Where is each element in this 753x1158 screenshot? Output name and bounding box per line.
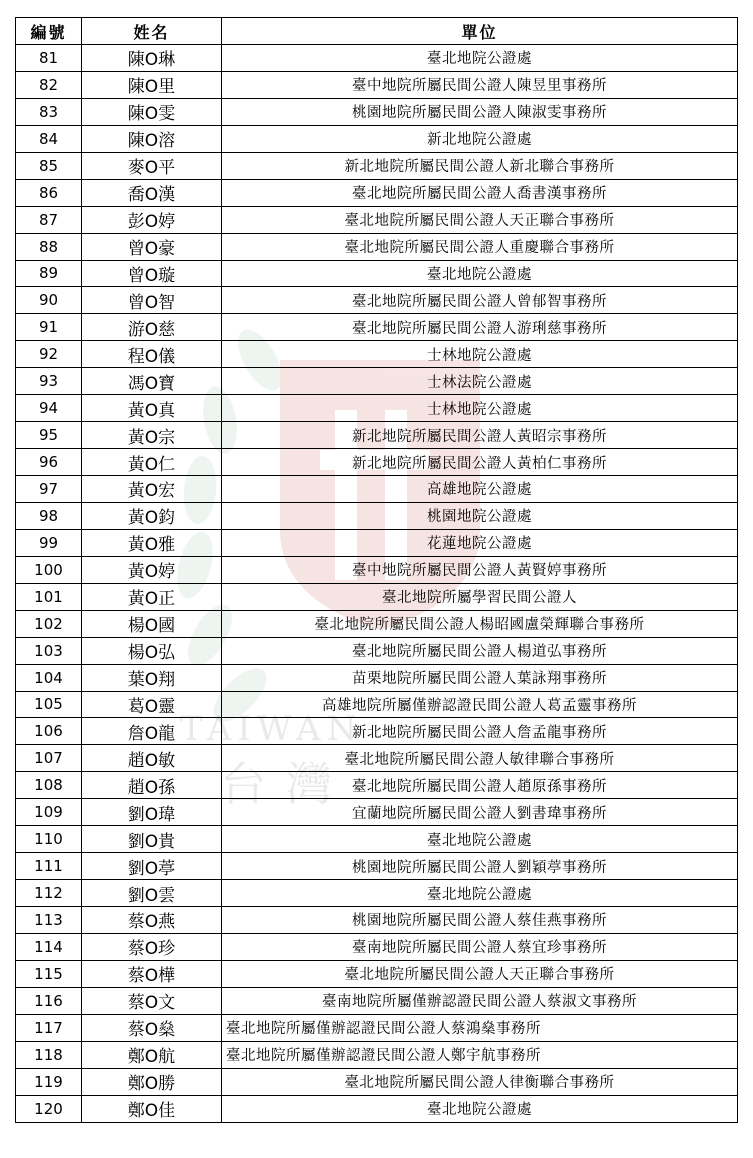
row-unit: 臺北地院所屬民間公證人喬書漢事務所 — [222, 179, 738, 206]
table-row — [16, 907, 738, 934]
table-row — [16, 987, 738, 1014]
row-number: 81 — [16, 45, 82, 72]
row-number: 101 — [16, 583, 82, 610]
table-row — [16, 610, 738, 637]
row-unit: 新北地院所屬民間公證人詹孟龍事務所 — [222, 718, 738, 745]
row-name: 鄭O勝 — [82, 1068, 222, 1095]
header-number: 編號 — [16, 18, 82, 45]
row-unit: 臺北地院所屬民間公證人律衡聯合事務所 — [222, 1068, 738, 1095]
row-number: 119 — [16, 1068, 82, 1095]
row-name: 趙O孫 — [82, 772, 222, 799]
row-number: 85 — [16, 152, 82, 179]
table-row — [16, 853, 738, 880]
row-name: 劉O貴 — [82, 826, 222, 853]
table-row — [16, 799, 738, 826]
row-unit: 臺北地院所屬民間公證人曾郁智事務所 — [222, 287, 738, 314]
row-unit: 臺中地院所屬民間公證人黃賢婷事務所 — [222, 556, 738, 583]
row-unit: 新北地院所屬民間公證人黃昭宗事務所 — [222, 422, 738, 449]
row-name: 馮O寶 — [82, 368, 222, 395]
row-number: 102 — [16, 610, 82, 637]
row-name: 麥O平 — [82, 152, 222, 179]
row-unit: 士林法院公證處 — [222, 368, 738, 395]
table-row — [16, 449, 738, 476]
row-unit: 高雄地院所屬僅辦認證民間公證人葛孟靈事務所 — [222, 691, 738, 718]
table-row — [16, 1068, 738, 1095]
row-name: 彭O婷 — [82, 206, 222, 233]
row-unit: 新北地院公證處 — [222, 125, 738, 152]
table-row — [16, 179, 738, 206]
row-name: 曾O智 — [82, 287, 222, 314]
table-row — [16, 772, 738, 799]
row-unit: 新北地院所屬民間公證人黃柏仁事務所 — [222, 449, 738, 476]
table-row — [16, 233, 738, 260]
row-name: 陳O琳 — [82, 45, 222, 72]
row-number: 117 — [16, 1014, 82, 1041]
row-number: 109 — [16, 799, 82, 826]
row-unit: 臺北地院所屬僅辦認證民間公證人鄭宇航事務所 — [222, 1041, 738, 1068]
row-number: 89 — [16, 260, 82, 287]
table-row — [16, 1041, 738, 1068]
row-name: 蔡O文 — [82, 987, 222, 1014]
row-number: 115 — [16, 960, 82, 987]
row-name: 黃O真 — [82, 395, 222, 422]
table-row — [16, 1095, 738, 1122]
row-number: 91 — [16, 314, 82, 341]
row-name: 蔡O燕 — [82, 907, 222, 934]
table-row — [16, 287, 738, 314]
row-unit: 高雄地院公證處 — [222, 476, 738, 503]
row-number: 94 — [16, 395, 82, 422]
row-number: 111 — [16, 853, 82, 880]
table-row — [16, 422, 738, 449]
row-name: 陳O里 — [82, 71, 222, 98]
row-unit: 臺北地院公證處 — [222, 826, 738, 853]
row-number: 105 — [16, 691, 82, 718]
row-name: 趙O敏 — [82, 745, 222, 772]
row-number: 116 — [16, 987, 82, 1014]
row-unit: 士林地院公證處 — [222, 341, 738, 368]
table-row — [16, 125, 738, 152]
row-unit: 臺北地院所屬民間公證人重慶聯合事務所 — [222, 233, 738, 260]
row-unit: 臺北地院公證處 — [222, 260, 738, 287]
row-name: 劉O雲 — [82, 880, 222, 907]
row-name: 黃O鈞 — [82, 502, 222, 529]
row-number: 110 — [16, 826, 82, 853]
row-number: 106 — [16, 718, 82, 745]
table-row — [16, 71, 738, 98]
row-unit: 臺中地院所屬民間公證人陳昱里事務所 — [222, 71, 738, 98]
row-unit: 桃園地院所屬民間公證人陳淑雯事務所 — [222, 98, 738, 125]
table-row — [16, 960, 738, 987]
row-number: 87 — [16, 206, 82, 233]
row-number: 112 — [16, 880, 82, 907]
row-unit: 臺北地院所屬民間公證人天正聯合事務所 — [222, 960, 738, 987]
table-row — [16, 314, 738, 341]
table-row — [16, 664, 738, 691]
row-number: 83 — [16, 98, 82, 125]
row-number: 114 — [16, 933, 82, 960]
row-unit: 士林地院公證處 — [222, 395, 738, 422]
table-row — [16, 637, 738, 664]
row-unit: 臺北地院所屬民間公證人楊道弘事務所 — [222, 637, 738, 664]
table-row — [16, 880, 738, 907]
table-row — [16, 826, 738, 853]
row-name: 曾O豪 — [82, 233, 222, 260]
table-row — [16, 341, 738, 368]
row-number: 120 — [16, 1095, 82, 1122]
table-row — [16, 260, 738, 287]
row-number: 113 — [16, 907, 82, 934]
row-number: 93 — [16, 368, 82, 395]
table-row — [16, 206, 738, 233]
row-number: 97 — [16, 476, 82, 503]
row-number: 107 — [16, 745, 82, 772]
row-number: 82 — [16, 71, 82, 98]
row-name: 蔡O燊 — [82, 1014, 222, 1041]
table-row — [16, 98, 738, 125]
watermark-text-en: TAIWAN — [180, 709, 363, 749]
row-unit: 花蓮地院公證處 — [222, 529, 738, 556]
notary-roster-table — [15, 17, 738, 1123]
table-row — [16, 152, 738, 179]
row-number: 96 — [16, 449, 82, 476]
row-name: 劉O葶 — [82, 853, 222, 880]
row-name: 黃O仁 — [82, 449, 222, 476]
table-row — [16, 476, 738, 503]
table-row — [16, 395, 738, 422]
row-number: 108 — [16, 772, 82, 799]
row-name: 黃O宗 — [82, 422, 222, 449]
row-unit: 桃園地院所屬民間公證人劉穎葶事務所 — [222, 853, 738, 880]
row-number: 98 — [16, 502, 82, 529]
row-name: 程O儀 — [82, 341, 222, 368]
table-row — [16, 1014, 738, 1041]
row-name: 黃O正 — [82, 583, 222, 610]
table-row — [16, 745, 738, 772]
row-unit: 臺北地院所屬民間公證人天正聯合事務所 — [222, 206, 738, 233]
row-unit: 臺北地院所屬民間公證人敏律聯合事務所 — [222, 745, 738, 772]
table-row — [16, 556, 738, 583]
row-unit: 臺南地院所屬民間公證人蔡宜珍事務所 — [222, 933, 738, 960]
header-name: 姓名 — [82, 18, 222, 45]
row-number: 118 — [16, 1041, 82, 1068]
row-number: 84 — [16, 125, 82, 152]
row-name: 楊O弘 — [82, 637, 222, 664]
table-row — [16, 45, 738, 72]
row-unit: 臺北地院公證處 — [222, 1095, 738, 1122]
row-unit: 臺北地院所屬學習民間公證人 — [222, 583, 738, 610]
row-unit: 宜蘭地院所屬民間公證人劉書瑋事務所 — [222, 799, 738, 826]
row-name: 喬O漢 — [82, 179, 222, 206]
row-number: 103 — [16, 637, 82, 664]
table-row — [16, 933, 738, 960]
row-name: 黃O雅 — [82, 529, 222, 556]
row-unit: 臺北地院所屬民間公證人楊昭國盧榮輝聯合事務所 — [222, 610, 738, 637]
row-name: 楊O國 — [82, 610, 222, 637]
row-number: 90 — [16, 287, 82, 314]
row-number: 86 — [16, 179, 82, 206]
row-unit: 桃園地院公證處 — [222, 502, 738, 529]
row-unit: 臺北地院所屬僅辦認證民間公證人蔡鴻燊事務所 — [222, 1014, 738, 1041]
table-row — [16, 718, 738, 745]
row-name: 曾O璇 — [82, 260, 222, 287]
row-name: 鄭O佳 — [82, 1095, 222, 1122]
header-unit: 單位 — [222, 18, 738, 45]
row-number: 104 — [16, 664, 82, 691]
row-unit: 新北地院所屬民間公證人新北聯合事務所 — [222, 152, 738, 179]
row-number: 88 — [16, 233, 82, 260]
row-name: 陳O溶 — [82, 125, 222, 152]
row-unit: 苗栗地院所屬民間公證人葉詠翔事務所 — [222, 664, 738, 691]
row-name: 蔡O樺 — [82, 960, 222, 987]
table-row — [16, 502, 738, 529]
row-unit: 臺北地院公證處 — [222, 880, 738, 907]
row-name: 葉O翔 — [82, 664, 222, 691]
row-number: 92 — [16, 341, 82, 368]
table-row — [16, 368, 738, 395]
row-number: 99 — [16, 529, 82, 556]
row-name: 蔡O珍 — [82, 933, 222, 960]
row-name: 黃O宏 — [82, 476, 222, 503]
row-unit: 臺南地院所屬僅辦認證民間公證人蔡淑文事務所 — [222, 987, 738, 1014]
row-unit: 臺北地院所屬民間公證人趙原孫事務所 — [222, 772, 738, 799]
row-name: 鄭O航 — [82, 1041, 222, 1068]
row-unit: 臺北地院所屬民間公證人游琍慈事務所 — [222, 314, 738, 341]
watermark-text-zh: 台灣 — [220, 757, 352, 811]
table-row — [16, 691, 738, 718]
row-name: 游O慈 — [82, 314, 222, 341]
row-name: 陳O雯 — [82, 98, 222, 125]
row-name: 劉O瑋 — [82, 799, 222, 826]
row-name: 詹O龍 — [82, 718, 222, 745]
row-number: 95 — [16, 422, 82, 449]
row-unit: 桃園地院所屬民間公證人蔡佳燕事務所 — [222, 907, 738, 934]
row-number: 100 — [16, 556, 82, 583]
table-row — [16, 529, 738, 556]
row-name: 黃O婷 — [82, 556, 222, 583]
row-unit: 臺北地院公證處 — [222, 45, 738, 72]
table-row — [16, 583, 738, 610]
table-header-row — [16, 18, 738, 45]
row-name: 葛O靈 — [82, 691, 222, 718]
